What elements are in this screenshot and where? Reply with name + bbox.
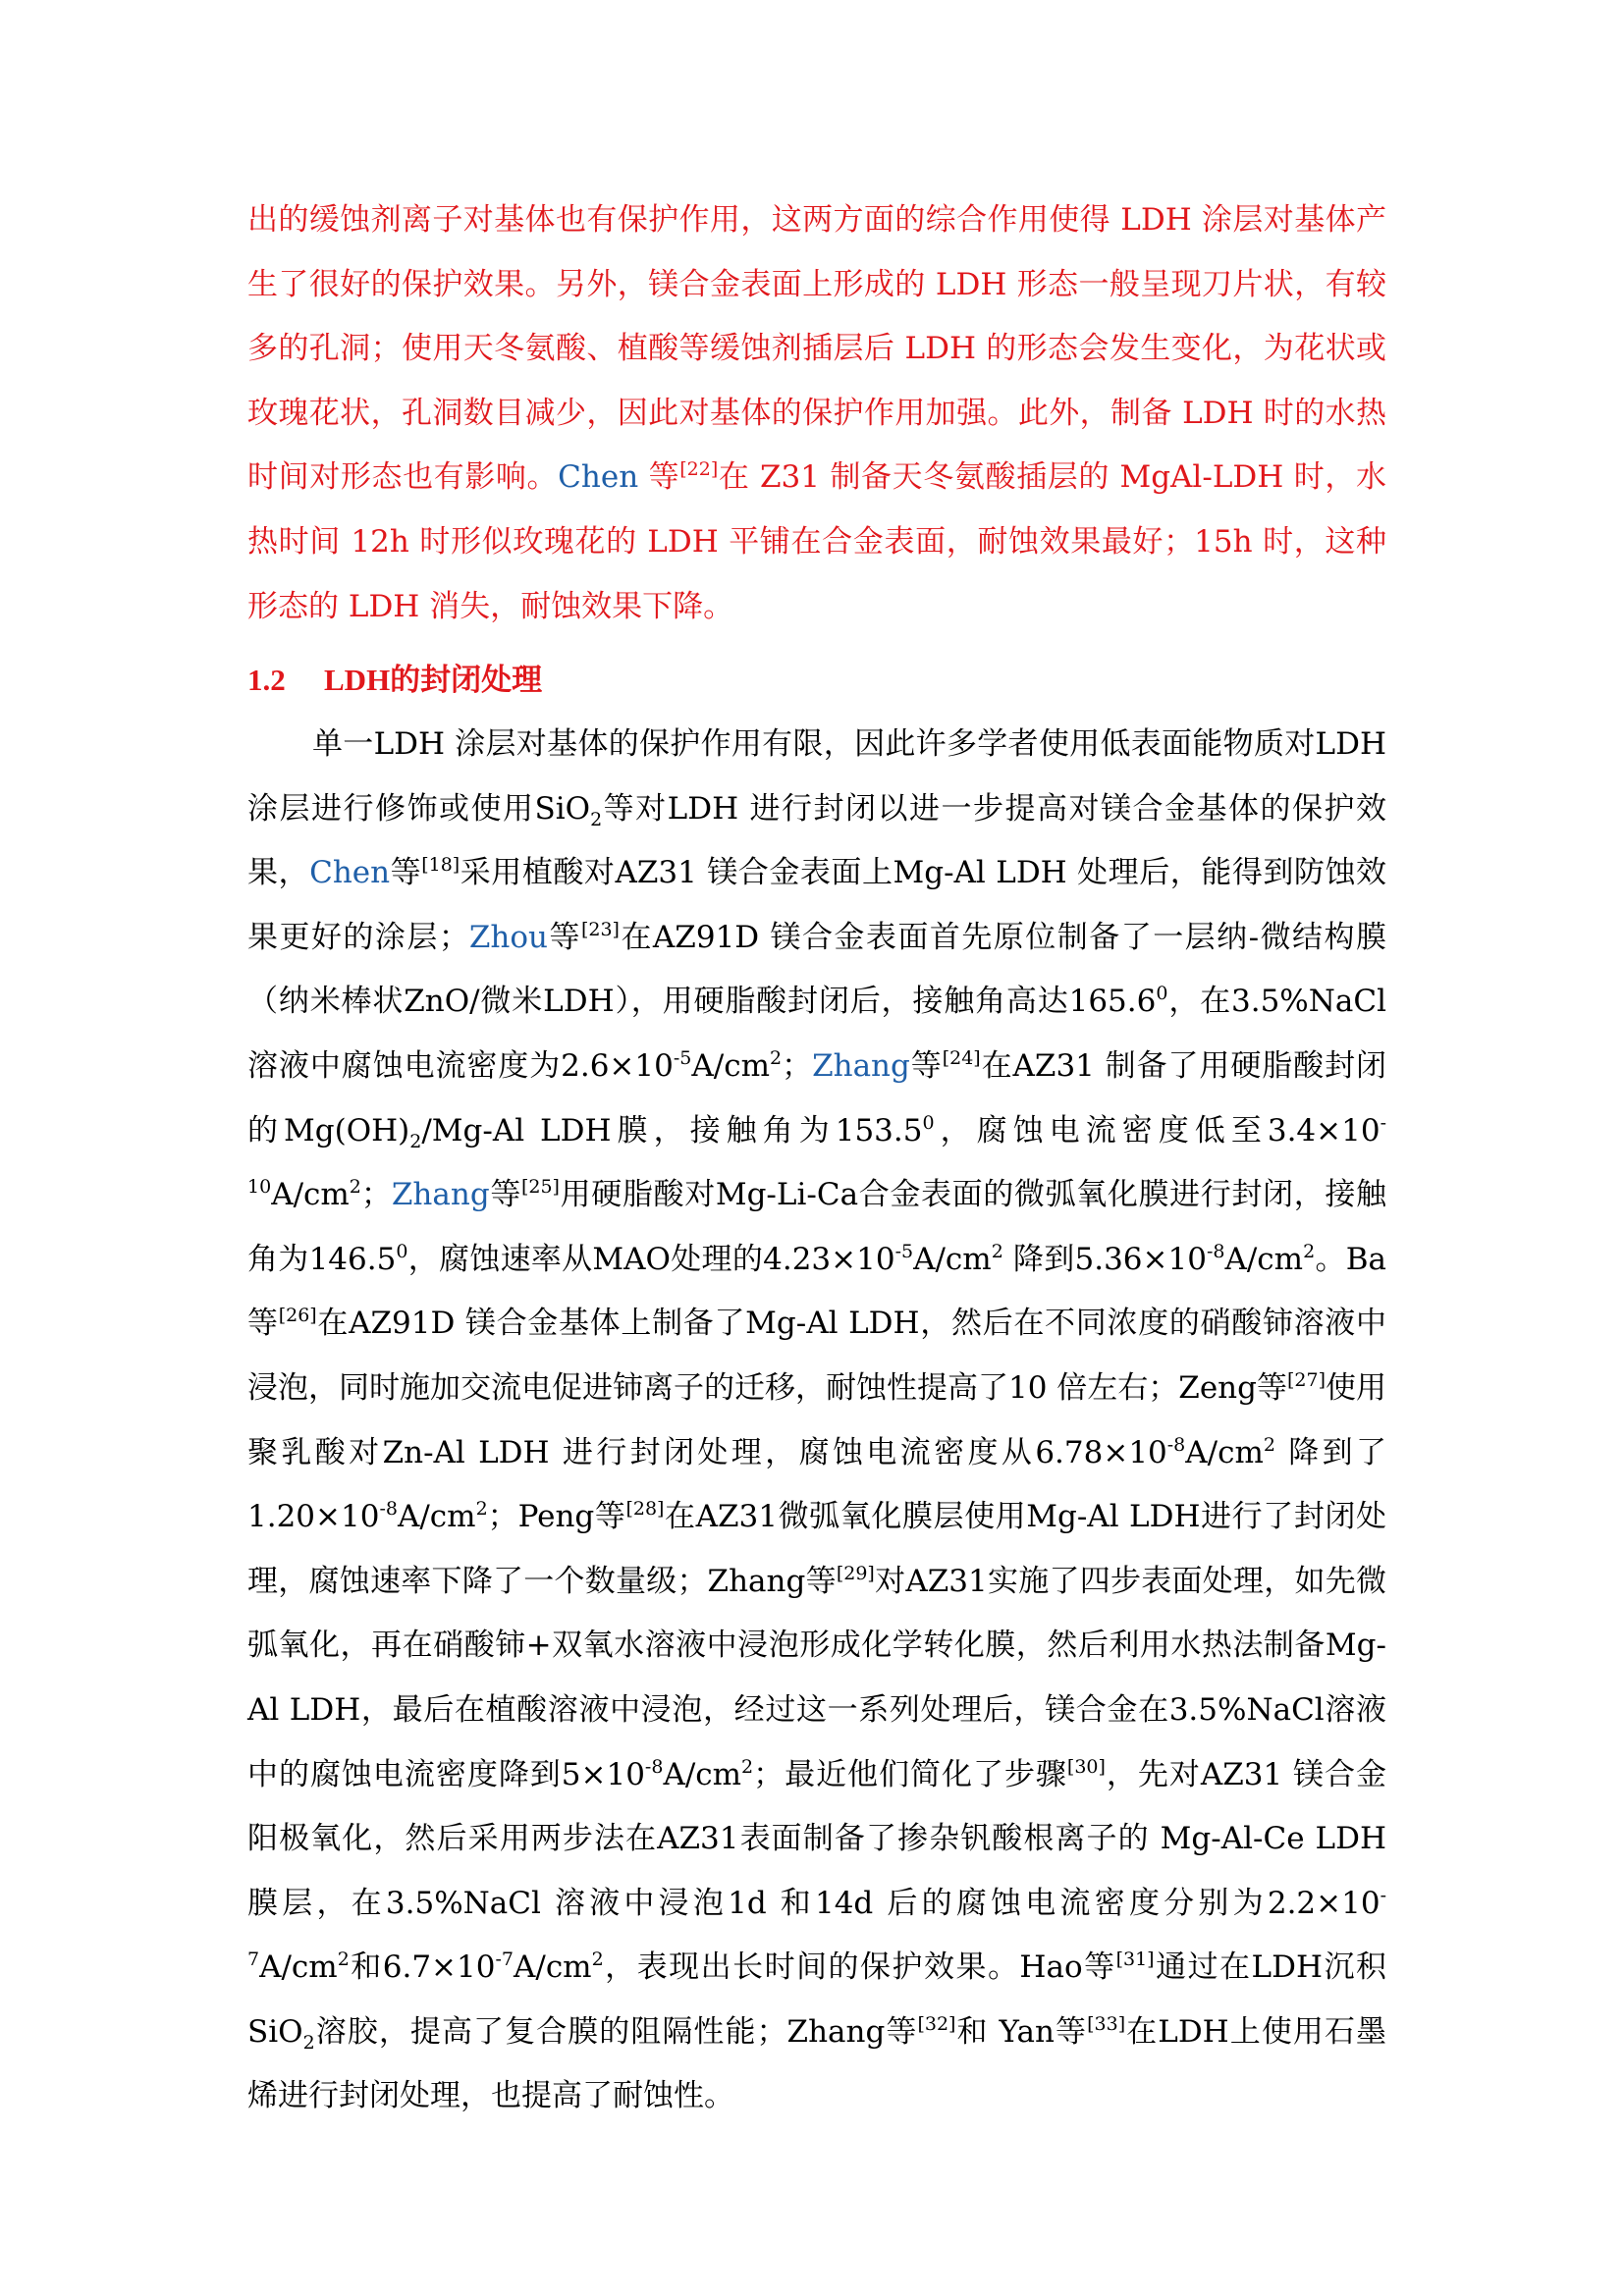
section-heading [247, 648, 1386, 713]
reference-marker[interactable]: [32] [917, 2012, 956, 2035]
superscript: 0 [396, 1240, 408, 1262]
reference-marker[interactable]: [26] [278, 1305, 317, 1327]
subscript: 2 [302, 2031, 315, 2054]
superscript: 2 [769, 1046, 783, 1069]
text: A/cm [1224, 1241, 1304, 1277]
superscript: 2 [475, 1498, 488, 1521]
superscript: 2 [337, 1949, 350, 1971]
superscript: 2 [1303, 1240, 1316, 1262]
text: 采用植酸对AZ31 镁合金表面上Mg-Al LDH 处理后，能得到防蚀效果更好的涂层； [247, 855, 1387, 955]
text: 和6.7×10 [349, 1949, 496, 1986]
superscript: -7 [247, 1884, 1386, 1971]
text: ；最近他们简化了步骤 [753, 1756, 1067, 1792]
reference-marker[interactable]: [23] [580, 918, 620, 940]
superscript: -8 [379, 1498, 398, 1521]
text: 使用聚乳酸对Zn-Al LDH 进行封闭处理，腐蚀电流密度从6.78×10 [247, 1369, 1387, 1470]
text: 在LDH上使用石墨烯进行封闭处理，也提高了耐蚀性。 [247, 2013, 1386, 2114]
superscript: -8 [1166, 1433, 1186, 1456]
superscript: -5 [894, 1240, 914, 1262]
paragraph-ldh-sealing [247, 713, 1386, 2129]
superscript: 2 [1263, 1433, 1275, 1456]
text: A/cm [691, 1047, 770, 1084]
text: ；Peng等 [487, 1499, 626, 1535]
text: 和 Yan等 [955, 2013, 1088, 2050]
superscript: 2 [741, 1755, 754, 1778]
paragraph-ldh-morphology [247, 188, 1386, 639]
reference-marker[interactable]: [27] [1287, 1368, 1326, 1391]
text: 在AZ31微弧氧化膜层使用Mg-Al LDH进行了封闭处理，腐蚀速率下降了一个数量级；Zhang等 [247, 1499, 1387, 1599]
text: 出的缓蚀剂离子对基体也有保护作用，这两方面的综合作用使得 LDH 涂层对基体产生了很好的保护效果。另外，镁合金表面上形成的 LDH 形态一般呈现刀片状，有较多的孔洞；使用天冬氨酸、植酸等缓蚀剂插层后 LDH 的形态会发生变化，为花状或玫瑰花状，孔洞数目减少，因此对基体的保护作用加强。此外，制备 LDH 时的水热时间对形态也有影响。 [247, 202, 1386, 496]
author-citation: Zhang [391, 1177, 490, 1213]
reference-marker[interactable]: [24] [942, 1046, 981, 1069]
text: ，表现出长时间的保护效果。Hao等 [603, 1949, 1116, 1986]
text: /Mg-Al LDH膜，接触角为153.5 [421, 1112, 923, 1148]
superscript: -5 [673, 1046, 692, 1069]
text: ； [782, 1047, 813, 1084]
reference-marker[interactable]: [18] [421, 854, 460, 877]
text: 对AZ31实施了四步表面处理，如先微弧氧化，再在硝酸铈+双氧水溶液中浸泡形成化学转化膜，然后利用水热法制备Mg-Al LDH，最后在植酸溶液中浸泡，经过这一系列处理后，镁合金在3.5%NaCl溶液中的腐蚀电流密度降到5×10 [247, 1563, 1386, 1792]
text: 在 Z31 制备天冬氨酸插层的 MgAl-LDH 时，水热时间 12h 时形似玫瑰花的 LDH 平铺在合金表面，耐蚀效果最好；15h 时，这种形态的 LDH 消失，耐蚀效果下降。 [247, 459, 1386, 624]
text: A/cm [397, 1499, 476, 1535]
text: 溶胶，提高了复合膜的阻隔性能；Zhang等 [314, 2013, 918, 2050]
superscript: 2 [591, 1949, 604, 1971]
text: ，腐蚀速率从MAO处理的4.23×10 [407, 1241, 895, 1277]
text: 在AZ91D 镁合金基体上制备了Mg-Al LDH，然后在不同浓度的硝酸铈溶液中浸泡，同时施加交流电促进铈离子的迁移，耐蚀性提高了10 倍左右；Zeng等 [247, 1306, 1386, 1406]
subscript: 2 [590, 808, 603, 830]
text: 单一LDH 涂层对基体的保护作用有限，因此许多学者使用低表面能物质对LDH 涂层进行修饰或使用SiO [247, 726, 1386, 827]
section-title: LDH的封闭处理 [324, 663, 543, 697]
text: ，先对AZ31 镁合金阳极氧化，然后采用两步法在AZ31表面制备了掺杂钒酸根离子的 Mg-Al-Ce LDH 膜层，在3.5%NaCl 溶液中浸泡1d 和14d 后的腐蚀电流密度分别为2.2×10 [247, 1756, 1386, 1921]
author-citation: Chen [558, 459, 639, 496]
reference-marker[interactable]: [28] [625, 1498, 665, 1521]
text: A/cm [259, 1949, 338, 1986]
author-citation: Zhang [812, 1047, 910, 1084]
superscript: -8 [644, 1755, 664, 1778]
text: 在AZ91D 镁合金表面首先原位制备了一层纳-微结构膜（纳米棒状ZnO/微米LDH），用硬脂酸封闭后，接触角高达165.6 [247, 919, 1386, 1020]
reference-marker[interactable]: [25] [520, 1176, 560, 1199]
superscript: -10 [247, 1111, 1386, 1199]
text: ，在3.5%NaCl 溶液中腐蚀电流密度为2.6×10 [247, 984, 1387, 1084]
text: A/cm [513, 1949, 592, 1986]
text: 等 [548, 919, 581, 955]
superscript: 0 [1156, 983, 1168, 1005]
text: 用硬脂酸对Mg-Li-Ca合金表面的微弧氧化膜进行封闭，接触角为146.5 [247, 1177, 1386, 1277]
text: 降到5.36×10 [1002, 1241, 1207, 1277]
superscript: 2 [991, 1240, 1003, 1262]
text: 等 [390, 855, 422, 891]
author-citation: Zhou [468, 919, 548, 955]
text: 等 [489, 1177, 521, 1213]
text: 在AZ31 制备了用硬脂酸封闭的Mg(OH) [247, 1047, 1386, 1148]
text: 等 [638, 459, 680, 496]
superscript: 2 [349, 1176, 361, 1199]
author-citation: Chen [309, 855, 391, 891]
reference-marker[interactable]: [22] [679, 458, 719, 481]
text: ； [360, 1177, 392, 1213]
text: 降到了1.20×10 [247, 1434, 1387, 1535]
text: 等 [909, 1047, 943, 1084]
text: 通过在LDH沉积SiO [247, 1949, 1386, 2050]
text: A/cm [663, 1756, 742, 1792]
text: 。Ba等 [247, 1241, 1386, 1342]
superscript: -8 [1206, 1240, 1225, 1262]
text: ，腐蚀电流密度低至3.4×10 [934, 1112, 1380, 1148]
reference-marker[interactable]: [29] [836, 1562, 875, 1584]
reference-marker[interactable]: [30] [1066, 1755, 1106, 1778]
superscript: 0 [922, 1111, 935, 1134]
text: 等对LDH 进行封闭以进一步提高对镁合金基体的保护效果， [247, 790, 1386, 891]
text: A/cm [913, 1241, 992, 1277]
text: A/cm [271, 1177, 350, 1213]
reference-marker[interactable]: [31] [1115, 1949, 1155, 1971]
reference-marker[interactable]: [33] [1087, 2012, 1126, 2035]
superscript: -7 [495, 1949, 514, 1971]
text: A/cm [1185, 1434, 1264, 1470]
section-number: 1.2 [247, 663, 286, 697]
subscript: 2 [409, 1130, 422, 1152]
